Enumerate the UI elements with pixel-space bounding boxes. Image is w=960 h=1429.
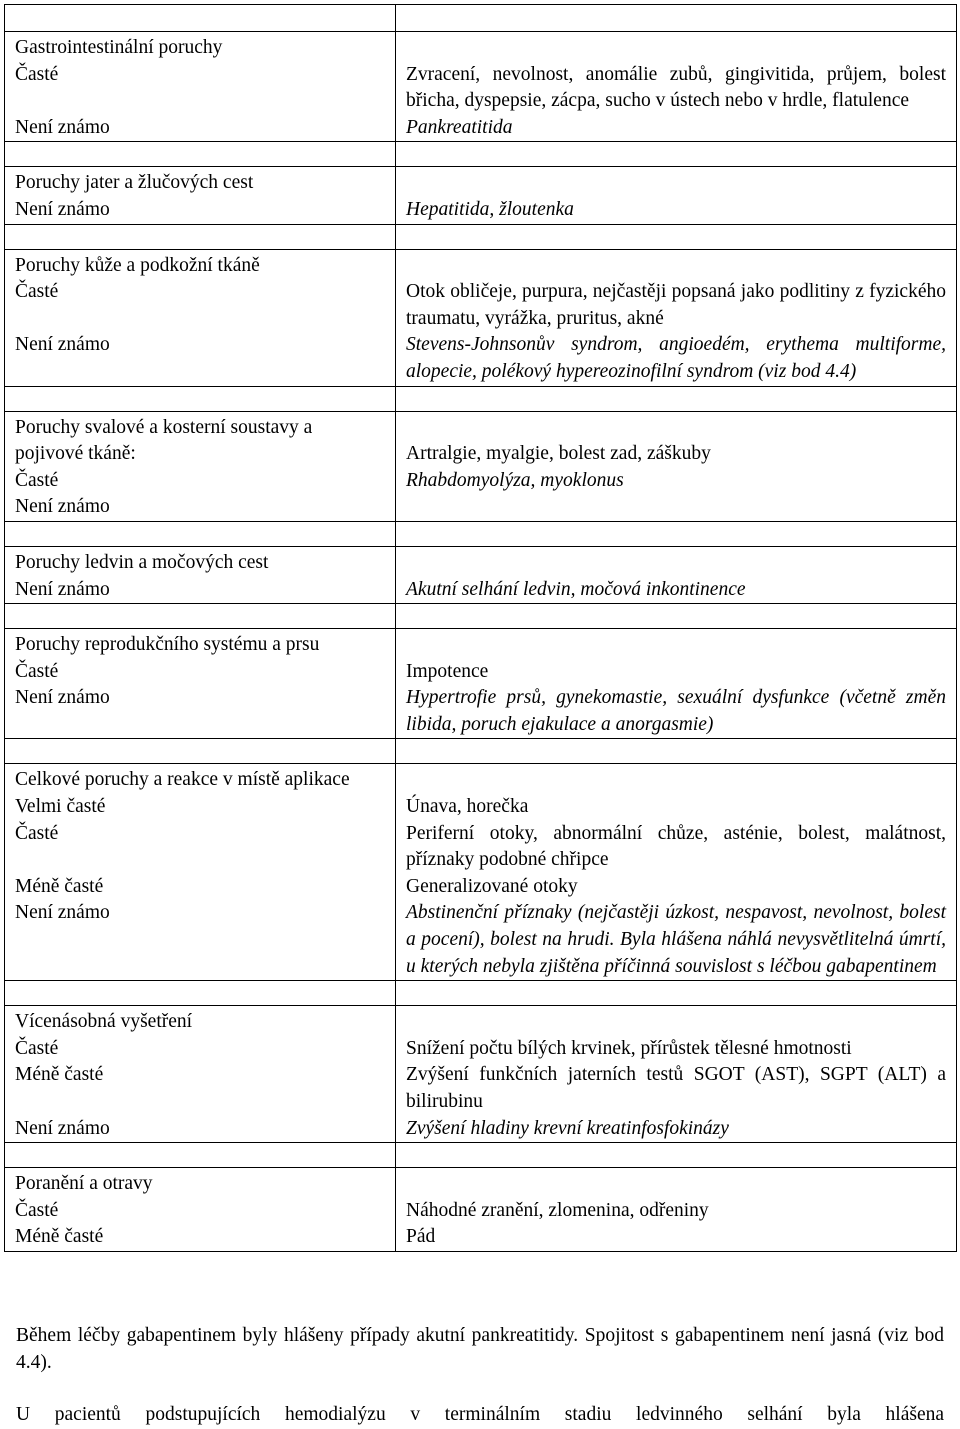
spacer-cell-left	[5, 981, 396, 1006]
spacer-row	[5, 386, 957, 411]
section-row	[5, 249, 957, 386]
spacer-cell-left	[5, 604, 396, 629]
frequency-label: Není známo	[15, 334, 110, 356]
spacer-row	[5, 5, 957, 32]
effect-text: Zvracení, nevolnost, anomálie zubů, gingivitida, průjem, bolest břicha, dyspepsie, zácpa, sucho v ústech nebo v hrdle, flatulence	[406, 63, 946, 112]
effect-text: Zvýšení funkčních jaterních testů SGOT (AST), SGPT (ALT) a bilirubinu	[406, 1064, 946, 1112]
spacer-cell-right	[396, 142, 957, 167]
spacer-cell-right	[396, 739, 957, 764]
section-frequency-cell	[5, 629, 396, 739]
frequency-label: Časté	[15, 822, 59, 844]
section-frequency-cell	[5, 249, 396, 386]
spacer-cell-left	[5, 5, 396, 32]
frequency-label: Méně časté	[15, 1226, 104, 1248]
frequency-label: Časté	[15, 660, 59, 682]
effect-text: Hepatitida, žloutenka	[406, 198, 574, 220]
frequency-label: Není známo	[15, 687, 110, 709]
spacer-cell-right	[396, 604, 957, 629]
section-row	[5, 32, 957, 142]
section-title: Poruchy reprodukčního systému a prsu	[15, 634, 320, 656]
frequency-label: Časté	[15, 1199, 59, 1221]
frequency-label: Není známo	[15, 1117, 110, 1139]
adverse-effects-table	[4, 4, 957, 1252]
spacer-cell-left	[5, 739, 396, 764]
section-title-spacer	[406, 550, 946, 577]
spacer-cell-right	[396, 981, 957, 1006]
section-title-spacer	[406, 253, 946, 280]
effect-text: Hypertrofie prsů, gynekomastie, sexuální dysfunkce (včetně změn libida, poruch ejakulace a anorgasmie)	[406, 687, 946, 735]
frequency-label: Není známo	[15, 198, 110, 220]
section-title: Poruchy jater a žlučových cest	[15, 172, 254, 194]
section-title: Gastrointestinální poruchy	[15, 37, 223, 58]
section-title: Poruchy svalové a kosterní soustavy a pojivové tkáně:	[15, 416, 313, 465]
section-row	[5, 1168, 957, 1252]
spacer-row	[5, 142, 957, 167]
spacer-cell-right	[396, 224, 957, 249]
effect-text: Otok obličeje, purpura, nejčastěji popsaná jako podlitiny z fyzického traumatu, vyrážka, pruritus, akné	[406, 281, 946, 329]
section-effects-cell	[396, 411, 957, 521]
section-title-spacer	[406, 1171, 946, 1198]
spacer-cell-right	[396, 386, 957, 411]
spacer-cell-left	[5, 521, 396, 546]
section-frequency-cell	[5, 1168, 396, 1252]
effect-text: Generalizované otoky	[406, 875, 578, 897]
section-effects-cell	[396, 167, 957, 224]
effect-text: Akutní selhání ledvin, močová inkontinence	[406, 578, 746, 600]
section-effects-cell	[396, 1168, 957, 1252]
section-effects-cell	[396, 546, 957, 603]
effect-text: Únava, horečka	[406, 796, 529, 818]
effect-text: Snížení počtu bílých krvinek, přírůstek tělesné hmotnosti	[406, 1037, 852, 1059]
section-title: Vícenásobná vyšetření	[15, 1011, 193, 1033]
section-frequency-cell	[5, 1006, 396, 1143]
frequency-label: Není známo	[15, 116, 110, 138]
spacer-row	[5, 224, 957, 249]
pancreatitis-note-paragraph: Během léčby gabapentinem byly hlášeny případy akutní pankreatitidy. Spojitost s gabapentinem není jasná (viz bod 4.4).	[16, 1325, 944, 1373]
section-row	[5, 411, 957, 521]
hemodialysis-note-text: U pacientů podstupujících hemodialýzu v terminálním stadiu ledvinného selhání byla hlášena	[16, 1404, 944, 1425]
frequency-label: Časté	[15, 469, 59, 491]
section-title-spacer	[406, 415, 946, 442]
frequency-label: Není známo	[15, 578, 110, 600]
section-frequency-cell	[5, 546, 396, 603]
spacer-cell-right	[396, 1143, 957, 1168]
frequency-label: Časté	[15, 281, 59, 303]
effect-text: Pankreatitida	[406, 116, 513, 138]
effect-text: Rhabdomyolýza, myoklonus	[406, 469, 624, 491]
effect-text: Impotence	[406, 660, 489, 682]
hemodialysis-note-paragraph	[16, 1402, 944, 1429]
spacer-cell-left	[5, 142, 396, 167]
effect-text: Zvýšení hladiny krevní kreatinfosfokinázy	[406, 1117, 729, 1139]
spacer-row	[5, 604, 957, 629]
section-frequency-cell	[5, 764, 396, 981]
section-effects-cell	[396, 32, 957, 142]
spacer-cell-right	[396, 5, 957, 32]
section-title: Poranění a otravy	[15, 1173, 153, 1195]
section-title: Poruchy ledvin a močových cest	[15, 551, 269, 573]
section-row	[5, 546, 957, 603]
frequency-label: Velmi časté	[15, 796, 106, 818]
section-title-spacer	[406, 35, 946, 62]
section-row	[5, 167, 957, 224]
spacer-cell-right	[396, 521, 957, 546]
effect-text: Abstinenční příznaky (nejčastěji úzkost, nespavost, nevolnost, bolest a pocení), bolest na hrudi. Byla hlášena náhlá nevysvětlitelná úmrtí, u kterých nebyla zjištěna příčinná souvislost s léčbou gabapentinem	[406, 902, 946, 977]
frequency-label: Méně časté	[15, 875, 104, 897]
section-frequency-cell	[5, 167, 396, 224]
effect-text: Artralgie, myalgie, bolest zad, záškuby	[406, 443, 711, 465]
spacer-row	[5, 739, 957, 764]
section-frequency-cell	[5, 32, 396, 142]
section-row	[5, 764, 957, 981]
section-effects-cell	[396, 1006, 957, 1143]
section-title-spacer	[406, 632, 946, 659]
effect-text: Stevens-Johnsonův syndrom, angioedém, erythema multiforme, alopecie, polékový hypereozinofilní syndrom (viz bod 4.4)	[406, 334, 946, 382]
spacer-row	[5, 521, 957, 546]
frequency-label: Časté	[15, 63, 59, 85]
section-row	[5, 629, 957, 739]
spacer-row	[5, 981, 957, 1006]
spacer-cell-left	[5, 224, 396, 249]
frequency-label: Méně časté	[15, 1064, 104, 1086]
spacer-cell-left	[5, 386, 396, 411]
section-frequency-cell	[5, 411, 396, 521]
section-title-spacer	[406, 170, 946, 197]
spacer-row	[5, 1143, 957, 1168]
section-title: Celkové poruchy a reakce v místě aplikace	[15, 769, 350, 791]
section-effects-cell	[396, 249, 957, 386]
section-effects-cell	[396, 764, 957, 981]
frequency-label: Není známo	[15, 902, 110, 924]
adverse-effects-table-body	[5, 5, 957, 1252]
frequency-label: Není známo	[15, 496, 110, 518]
effect-text: Náhodné zranění, zlomenina, odřeniny	[406, 1199, 709, 1221]
effect-text: Periferní otoky, abnormální chůze, asténie, bolest, malátnost, příznaky podobné chřipce	[406, 822, 946, 871]
section-title-spacer	[406, 767, 946, 794]
effect-text: Pád	[406, 1226, 436, 1248]
section-title: Poruchy kůže a podkožní tkáně	[15, 254, 260, 276]
section-effects-cell	[396, 629, 957, 739]
frequency-label: Časté	[15, 1037, 59, 1059]
spacer-cell-left	[5, 1143, 396, 1168]
section-row	[5, 1006, 957, 1143]
section-title-spacer	[406, 1009, 946, 1036]
